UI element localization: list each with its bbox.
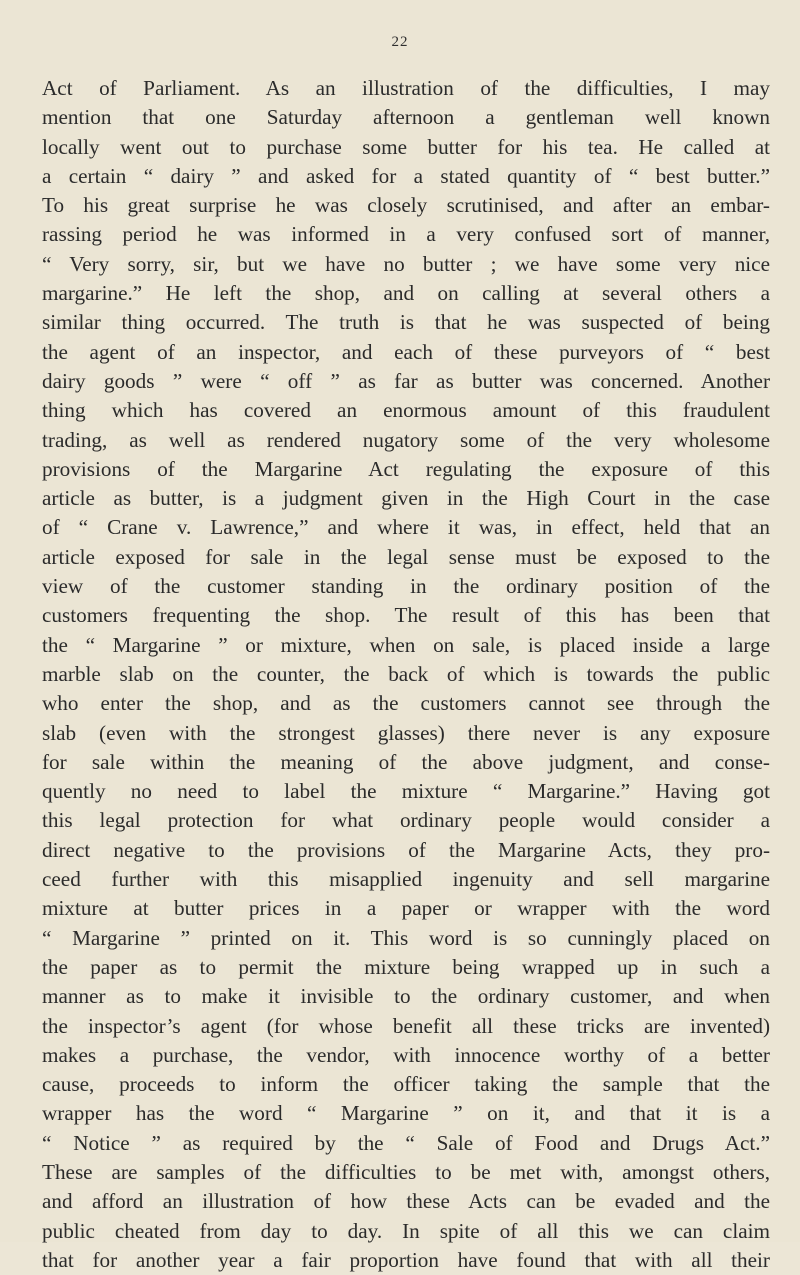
text-line: locally went out to purchase some butter for his tea. He called at (42, 134, 770, 159)
text-line: dairy goods ” were “ off ” as far as butter was concerned. Another (42, 368, 770, 393)
text-line: who enter the shop, and as the customers cannot see through the (42, 691, 770, 716)
text-line: rassing period he was informed in a very confused sort of manner, (42, 222, 770, 247)
text-line: this legal protection for what ordinary people would consider a (42, 808, 770, 833)
text-line: wrapper has the word “ Margarine ” on it, and that it is a (42, 1101, 770, 1126)
text-line: the inspector’s agent (for whose benefit all these tricks are invented) (42, 1013, 770, 1038)
text-line: slab (even with the strongest glasses) there never is any exposure (42, 720, 770, 745)
text-line: a certain “ dairy ” and asked for a stated quantity of “ best butter.” (42, 163, 770, 188)
text-line: view of the customer standing in the ordinary position of the (42, 574, 770, 599)
text-line: article as butter, is a judgment given in the High Court in the case (42, 486, 770, 511)
text-line: mixture at butter prices in a paper or wrapper with the word (42, 896, 770, 921)
text-line: trading, as well as rendered nugatory some of the very wholesome (42, 427, 770, 452)
text-line: mention that one Saturday afternoon a gentleman well known (42, 105, 770, 130)
text-line: ceed further with this misapplied ingenuity and sell margarine (42, 867, 770, 892)
text-line: similar thing occurred. The truth is that he was suspected of being (42, 310, 770, 335)
text-line: customers frequenting the shop. The result of this has been that (42, 603, 770, 628)
text-line: “ Notice ” as required by the “ Sale of Food and Drugs Act.” (42, 1130, 770, 1155)
text-line: cause, proceeds to inform the officer taking the sample that the (42, 1072, 770, 1097)
text-line: To his great surprise he was closely scrutinised, and after an embar- (42, 193, 770, 218)
text-line: provisions of the Margarine Act regulating the exposure of this (42, 456, 770, 481)
text-line: direct negative to the provisions of the Margarine Acts, they pro- (42, 837, 770, 862)
page-number: 22 (391, 34, 409, 50)
text-line: Act of Parliament. As an illustration of the difficulties, I may (42, 76, 770, 100)
text-line: of “ Crane v. Lawrence,” and where it was, in effect, held that an (42, 515, 770, 540)
text-line: marble slab on the counter, the back of which is towards the public (42, 661, 770, 686)
text-line: and afford an illustration of how these Acts can be evaded and the (42, 1189, 770, 1214)
text-line: for sale within the meaning of the above judgment, and conse- (42, 749, 770, 774)
text-line: public cheated from day to day. In spite of all this we can claim (42, 1218, 770, 1243)
text-line: “ Very sorry, sir, but we have no butter ; we have some very nice (42, 251, 770, 276)
text-line: thing which has covered an enormous amount of this fraudulent (42, 398, 770, 423)
text-line: “ Margarine ” printed on it. This word is so cunningly placed on (42, 925, 770, 950)
text-line: article exposed for sale in the legal sense must be exposed to the (42, 544, 770, 569)
text-line: margarine.” He left the shop, and on calling at several others a (42, 281, 770, 306)
text-line: that for another year a fair proportion have found that with all their (42, 1247, 770, 1272)
text-line: makes a purchase, the vendor, with innocence worthy of a better (42, 1042, 770, 1067)
text-line: quently no need to label the mixture “ Margarine.” Having got (42, 779, 770, 804)
text-line: the “ Margarine ” or mixture, when on sale, is placed inside a large (42, 632, 770, 657)
body-paragraph (42, 74, 770, 1275)
text-line: manner as to make it invisible to the ordinary customer, and when (42, 984, 770, 1009)
text-line: These are samples of the difficulties to be met with, amongst others, (42, 1159, 770, 1184)
text-line: the agent of an inspector, and each of these purveyors of “ best (42, 339, 770, 364)
text-line: the paper as to permit the mixture being wrapped up in such a (42, 954, 770, 979)
